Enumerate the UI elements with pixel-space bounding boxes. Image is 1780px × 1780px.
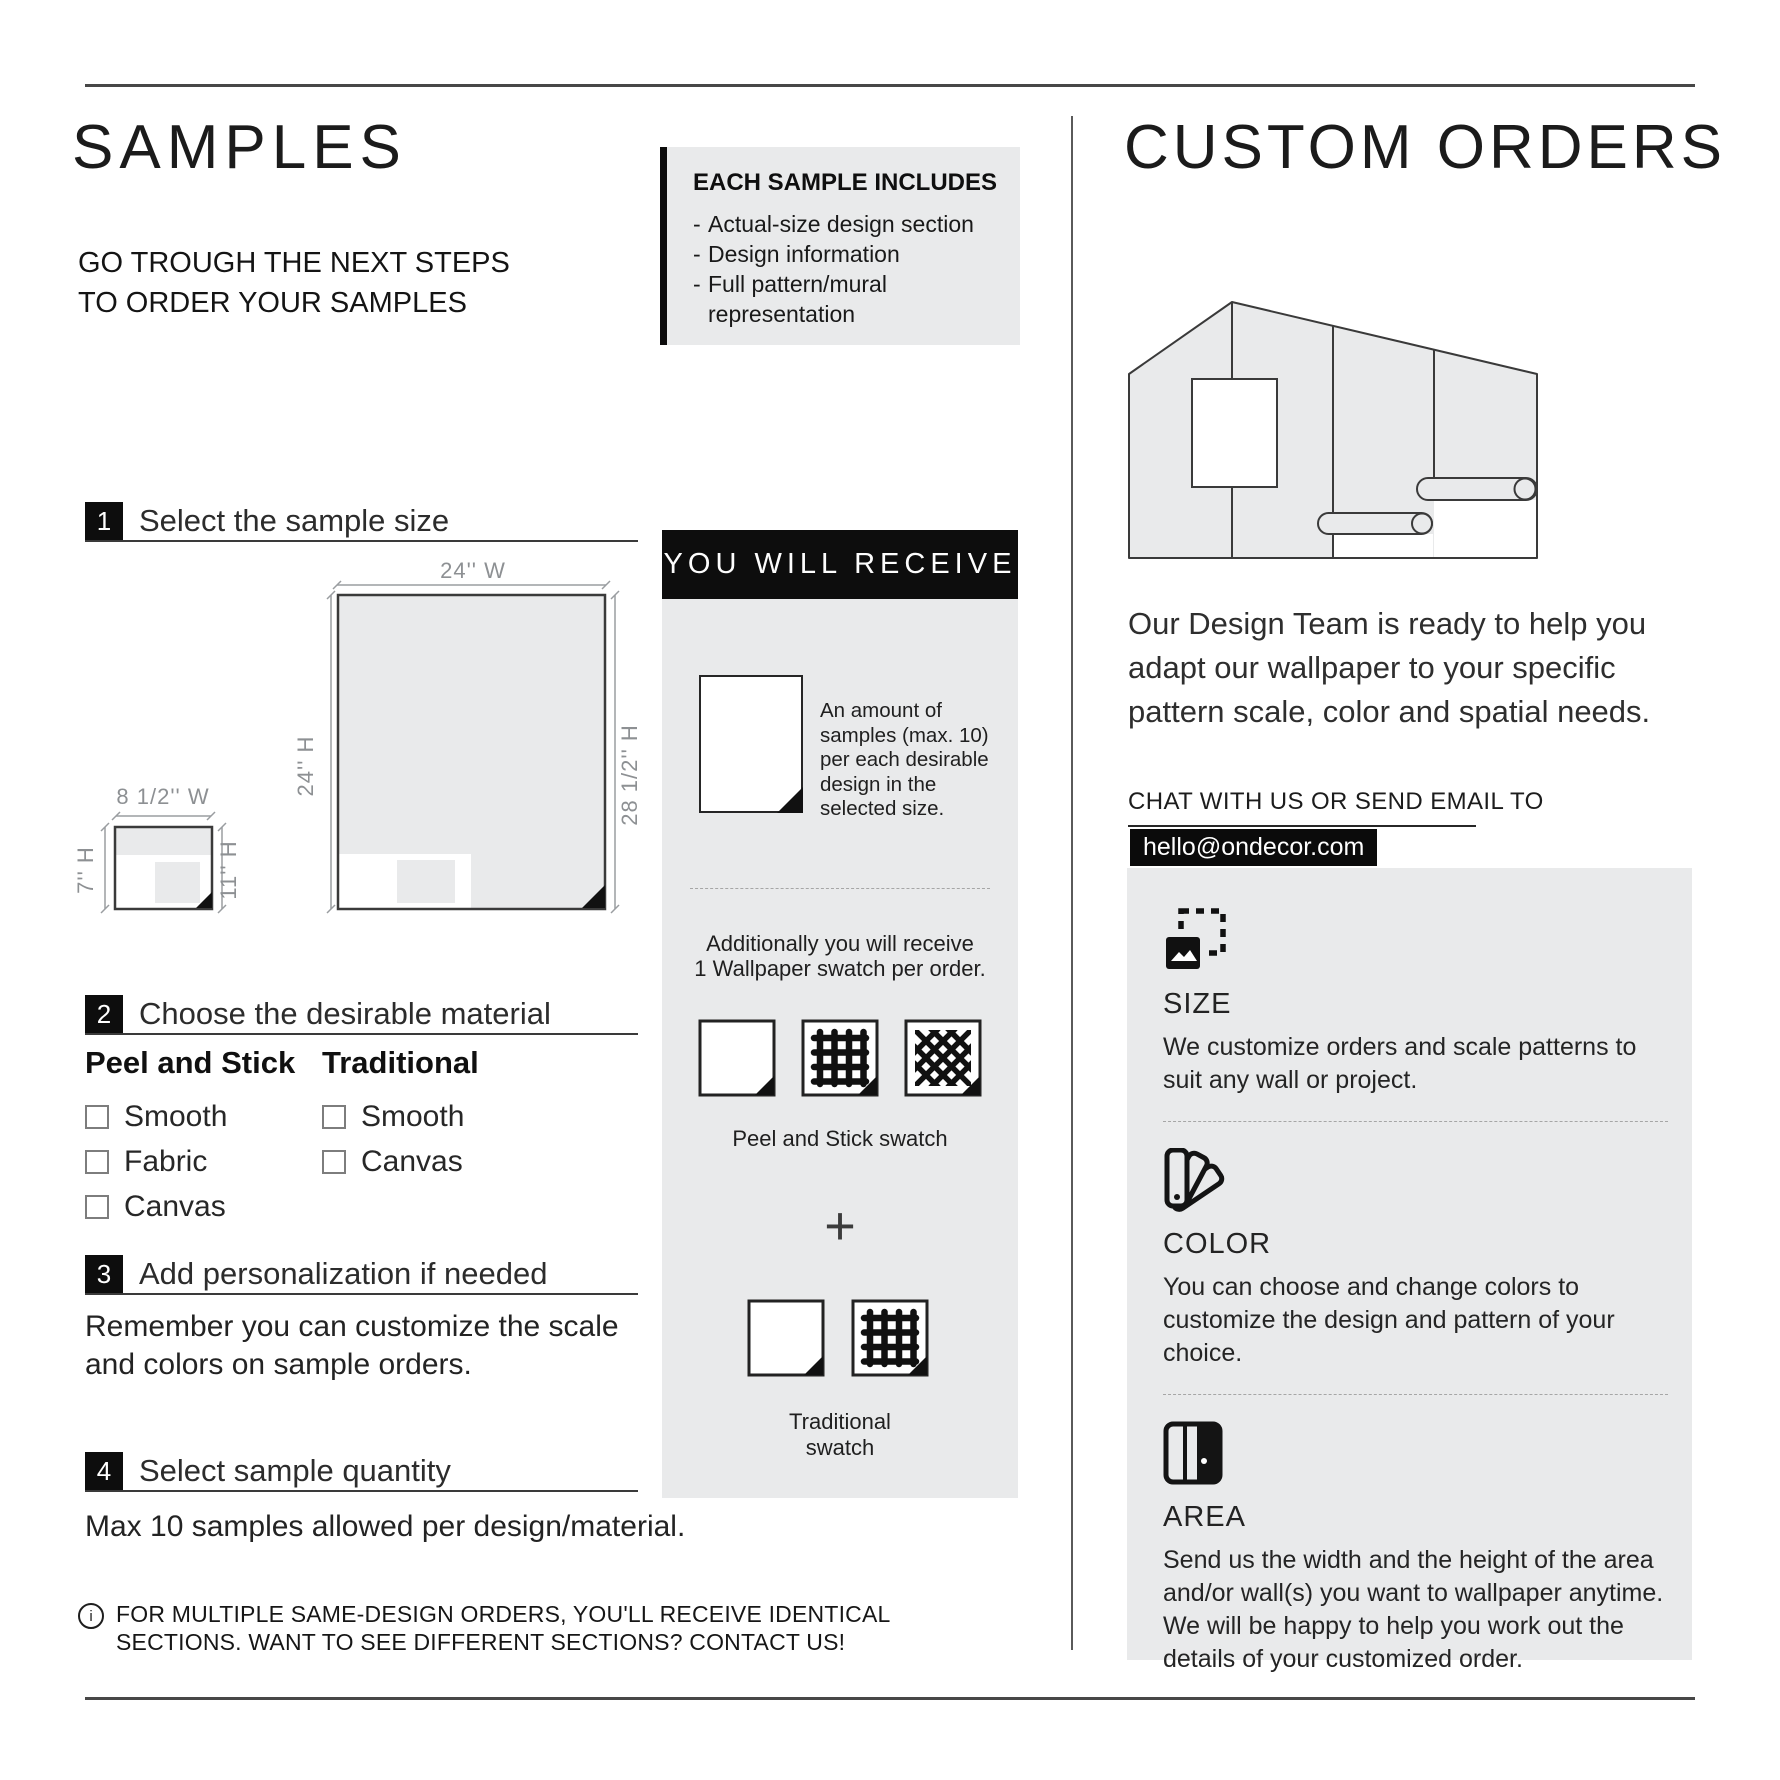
receive-additional-line-1: Additionally you will receive (706, 931, 974, 956)
step-4-title: Select sample quantity (139, 1453, 451, 1488)
house-illustration (1110, 290, 1560, 580)
column-divider (1071, 116, 1073, 1650)
wallpaper-roll (1318, 513, 1432, 534)
peel-fabric-label: Fabric (124, 1145, 208, 1178)
each-sample-includes-box (660, 147, 1020, 345)
design-team-paragraph: Our Design Team is ready to help you adapt our wallpaper to your specific pattern scale, color and spatial needs. (1128, 606, 1651, 729)
info-icon: i (78, 1603, 104, 1629)
includes-item: - Actual-size design section (693, 209, 1008, 239)
material-column-traditional (322, 1045, 479, 1190)
step-1-header (85, 499, 638, 542)
color-heading: COLOR (1163, 1228, 1272, 1260)
step-3-header (85, 1252, 638, 1295)
wall-panels-icon (1163, 1421, 1668, 1485)
step-3-note-line-1: Remember you can customize the scale (85, 1310, 619, 1343)
traditional-swatch-label-text: Traditional swatch (789, 1409, 891, 1460)
material-column-peel (85, 1045, 295, 1235)
top-rule (85, 84, 1695, 87)
step-4-number-badge: 4 (85, 1452, 123, 1490)
small-height-right-label: 11'' H (216, 840, 241, 900)
bottom-rule (85, 1697, 1695, 1700)
footer-note-text (116, 1600, 891, 1656)
intro-line-2: TO ORDER YOUR SAMPLES (78, 287, 467, 319)
samples-title: SAMPLES (72, 113, 407, 182)
footer-note (78, 1600, 891, 1656)
image-crop-icon (1163, 908, 1668, 972)
peel-canvas-label: Canvas (124, 1190, 226, 1223)
traditional-canvas-label: Canvas (361, 1145, 463, 1178)
step-1-number-badge: 1 (85, 502, 123, 540)
swatch-blank-icon (747, 1299, 825, 1377)
step-4-header (85, 1449, 638, 1492)
traditional-smooth-checkbox[interactable] (322, 1105, 346, 1129)
large-height-right-label: 28 1/2'' H (617, 724, 642, 826)
includes-item: - Design information (693, 239, 1008, 269)
step-2-title: Choose the desirable material (139, 996, 551, 1031)
email-badge[interactable]: hello@ondecor.com (1130, 829, 1377, 866)
sample-size-diagram (60, 560, 660, 920)
traditional-column-title: Traditional (322, 1045, 479, 1080)
plus-icon: + (824, 1196, 856, 1256)
receive-additional-line-2: 1 Wallpaper swatch per order. (694, 956, 986, 981)
swatch-grid-icon (851, 1299, 929, 1377)
dashed-divider (1163, 1121, 1668, 1122)
swatch-blank-icon (698, 1019, 776, 1097)
peel-column-title: Peel and Stick (85, 1045, 296, 1080)
receive-samples-text: An amount of samples (max. 10) per each desirable design in the selected size. (820, 699, 989, 820)
you-will-receive-header: YOU WILL RECEIVE (662, 530, 1018, 599)
step-3-number-badge: 3 (85, 1255, 123, 1293)
small-height-left-label: 7'' H (73, 846, 98, 894)
size-heading: SIZE (1163, 988, 1232, 1020)
you-will-receive-box (662, 599, 1018, 1498)
swatch-crosshatch-icon (904, 1019, 982, 1097)
swatch-grid-icon (801, 1019, 879, 1097)
sample-page-icon (699, 675, 803, 813)
area-heading: AREA (1163, 1501, 1246, 1533)
custom-orders-title: CUSTOM ORDERS (1124, 113, 1727, 182)
color-text: You can choose and change colors to customize the design and pattern of your choice. (1163, 1273, 1615, 1367)
house-window (1192, 379, 1277, 487)
dashed-divider (1163, 1394, 1668, 1395)
large-height-left-label: 24'' H (293, 735, 318, 797)
receive-additional-text (662, 931, 1018, 981)
traditional-smooth-label: Smooth (361, 1100, 465, 1133)
step-3-note-line-2: and colors on sample orders. (85, 1348, 472, 1381)
footer-note-line-2: SECTIONS. WANT TO SEE DIFFERENT SECTIONS? CONTACT US! (116, 1629, 846, 1655)
intro-line-1: GO TROUGH THE NEXT STEPS (78, 247, 510, 279)
step-2-header (85, 992, 638, 1035)
step-4-note: Max 10 samples allowed per design/material. (85, 1510, 686, 1543)
step-1-title: Select the sample size (139, 503, 450, 538)
color-swatches-icon (1163, 1148, 1668, 1212)
material-option-row (85, 1100, 295, 1134)
intro-text (78, 243, 510, 323)
small-width-label: 8 1/2'' W (116, 784, 210, 809)
includes-title: EACH SAMPLE INCLUDES (693, 169, 998, 196)
wallpaper-roll (1417, 478, 1537, 500)
peel-smooth-label: Smooth (124, 1100, 228, 1133)
dashed-divider (690, 888, 990, 889)
size-text: We customize orders and scale patterns to suit any wall or project. (1163, 1033, 1637, 1094)
traditional-swatch-label (662, 1409, 1018, 1461)
material-option-row (85, 1190, 295, 1224)
step-2-number-badge: 2 (85, 995, 123, 1033)
step-3-note (85, 1308, 619, 1384)
custom-orders-info-box (1127, 868, 1692, 1673)
material-option-row (85, 1145, 295, 1179)
traditional-canvas-checkbox[interactable] (322, 1150, 346, 1174)
peel-canvas-checkbox[interactable] (85, 1195, 109, 1219)
chat-label: CHAT WITH US OR SEND EMAIL TO (1128, 788, 1476, 827)
material-option-row (322, 1100, 479, 1134)
peel-smooth-checkbox[interactable] (85, 1105, 109, 1129)
peel-fabric-checkbox[interactable] (85, 1150, 109, 1174)
area-text: Send us the width and the height of the area and/or wall(s) you want to wallpaper anytime. We will be happy to help you work out the details of your customized order. (1163, 1546, 1664, 1673)
includes-item: - Full pattern/mural representation (693, 269, 1008, 329)
large-width-label: 24'' W (440, 560, 506, 583)
footer-note-line-1: FOR MULTIPLE SAME-DESIGN ORDERS, YOU'LL RECEIVE IDENTICAL (116, 1601, 891, 1627)
step-3-title: Add personalization if needed (139, 1256, 548, 1291)
peel-swatch-label: Peel and Stick swatch (732, 1126, 948, 1151)
material-option-row (322, 1145, 479, 1179)
